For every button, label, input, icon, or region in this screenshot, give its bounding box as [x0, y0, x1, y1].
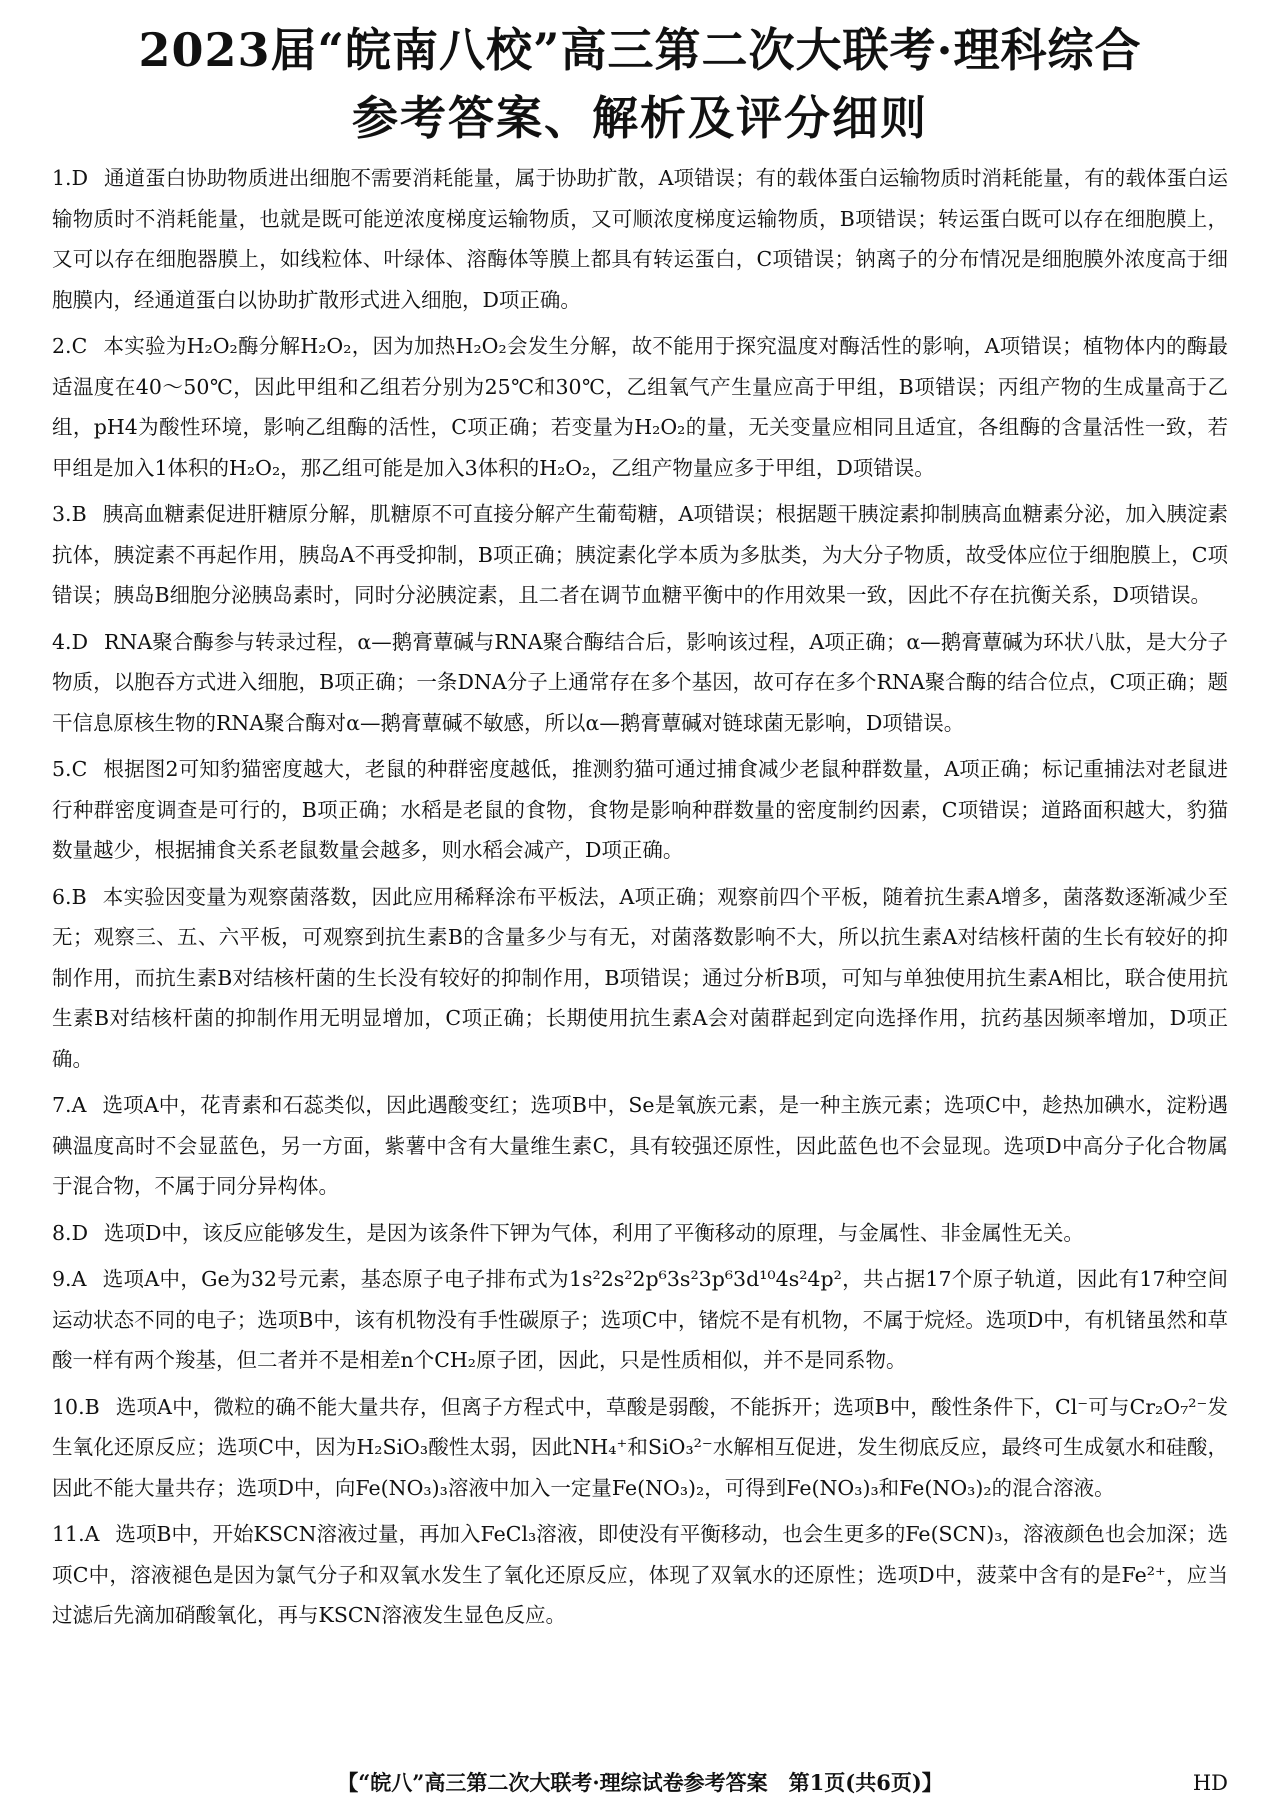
question-number: 9. [52, 1267, 72, 1291]
question-number: 10. [52, 1394, 85, 1419]
answer-explanation: 选项A中，微粒的确不能大量共存，但离子方程式中，草酸是弱酸，不能拆开；选项B中，酸性条件下，Cl⁻可与Cr₂O₇²⁻发生氧化还原反应；选项C中，因为H₂SiO₃酸性太弱，因此NH₄⁺和SiO₃²⁻水解相互促进，发生彻底反应，最终可生成氨水和硅酸，因此不能大量共存；选项D中，向Fe(NO₃)₃溶液中加入一定量Fe(NO₃)₂，可得到Fe(NO₃)₃和Fe(NO₃)₂的混合溶液。 [52, 1394, 1228, 1500]
answer-choice: A [71, 1093, 87, 1117]
answer-choice: B [84, 1394, 100, 1419]
answer-item [52, 494, 1228, 616]
answer-explanation: 选项D中，该反应能够发生，是因为该条件下钾为气体，利用了平衡移动的原理，与金属性、非金属性无关。 [104, 1220, 1084, 1245]
answer-choice: B [71, 884, 87, 909]
answer-choice: C [71, 757, 88, 781]
footer-text: 【“皖八”高三第二次大联考·理综试卷参考答案 第1页(共6页)】 [337, 1770, 943, 1795]
answer-explanation: 选项A中，花青素和石蕊类似，因此遇酸变红；选项B中，Se是氧族元素，是一种主族元素；选项C中，趁热加碘水，淀粉遇碘温度高时不会显蓝色，另一方面，紫薯中含有大量维生素C，具有较强还原性，因此蓝色也不会显现。选项D中高分子化合物属于混合物，不属于同分异构体。 [52, 1093, 1228, 1198]
answer-explanation: 本实验为H₂O₂酶分解H₂O₂，因为加热H₂O₂会发生分解，故不能用于探究温度对酶活性的影响，A项错误；植物体内的酶最适温度在40～50℃，因此甲组和乙组若分别为25℃和30℃，乙组氧气产生量应高于甲组，B项错误；丙组产物的生成量高于乙组，pH4为酸性环境，影响乙组酶的活性，C项正确；若变量为H₂O₂的量，无关变量应相同且适宜，各组酶的含量活性一致，若甲组是加入1体积的H₂O₂，那乙组可能是加入3体积的H₂O₂，乙组产物量应多于甲组，D项错误。 [52, 334, 1228, 480]
answer-choice: B [71, 502, 87, 526]
page-subtitle: 参考答案、解析及评分细则 [352, 91, 928, 145]
answer-item [52, 1514, 1228, 1636]
page-title: 2023届“皖南八校”高三第二次大联考·理科综合 [138, 23, 1142, 77]
answer-choice: A [84, 1522, 100, 1546]
answer-choice: D [71, 166, 88, 190]
question-number: 5. [52, 757, 72, 781]
answer-item [52, 1213, 1228, 1254]
answer-explanation: 选项B中，开始KSCN溶液过量，再加入FeCl₃溶液，即使没有平衡移动，也会生更多的Fe(SCN)₃，溶液颜色也会加深；选项C中，溶液褪色是因为氯气分子和双氧水发生了氧化还原反应，体现了双氧水的还原性；选项D中，菠菜中含有的是Fe²⁺，应当过滤后先滴加硝酸氧化，再与KSCN溶液发生显色反应。 [52, 1522, 1228, 1627]
question-number: 8. [52, 1220, 72, 1245]
answer-item [52, 877, 1228, 1080]
question-number: 7. [52, 1093, 72, 1117]
question-number: 1. [52, 166, 72, 190]
question-number: 11. [52, 1522, 85, 1546]
answer-explanation: 根据图2可知豹猫密度越大，老鼠的种群密度越低，推测豹猫可通过捕食减少老鼠种群数量，A项正确；标记重捕法对老鼠进行种群密度调查是可行的，B项正确；水稻是老鼠的食物，食物是影响种群数量的密度制约因素，C项错误；道路面积越大，豹猫数量越少，根据捕食关系老鼠数量会越多，则水稻会减产，D项正确。 [52, 757, 1228, 862]
answer-item [52, 158, 1228, 320]
answer-choice: A [71, 1267, 87, 1291]
answer-choice: D [71, 629, 88, 654]
answer-item [52, 749, 1228, 871]
question-number: 6. [52, 884, 72, 909]
answer-explanation: 通道蛋白协助物质进出细胞不需要消耗能量，属于协助扩散，A项错误；有的载体蛋白运输物质时消耗能量，有的载体蛋白运输物质时不消耗能量，也就是既可能逆浓度梯度运输物质，又可顺浓度梯度运输物质，B项错误；转运蛋白既可以存在细胞膜上，又可以存在细胞器膜上，如线粒体、叶绿体、溶酶体等膜上都具有转运蛋白，C项错误；钠离子的分布情况是细胞膜外浓度高于细胞膜内，经通道蛋白以协助扩散形式进入细胞，D项正确。 [52, 166, 1228, 312]
answer-item [52, 622, 1228, 744]
answer-item [52, 1259, 1228, 1381]
answer-explanation: 选项A中，Ge为32号元素，基态原子电子排布式为1s²2s²2p⁶3s²3p⁶3d¹⁰4s²4p²，共占据17个原子轨道，因此有17种空间运动状态不同的电子；选项B中，该有机物没有手性碳原子；选项C中，锗烷不是有机物，不属于烷烃。选项D中，有机锗虽然和草酸一样有两个羧基，但二者并不是相差n个CH₂原子团，因此，只是性质相似，并不是同系物。 [52, 1267, 1228, 1372]
answer-choice: C [71, 334, 88, 358]
question-number: 4. [52, 629, 72, 654]
page-footer [52, 1766, 1228, 1800]
question-number: 3. [52, 502, 72, 526]
answer-list [52, 158, 1228, 1636]
answer-item [52, 1085, 1228, 1207]
answer-explanation: 胰高血糖素促进肝糖原分解，肌糖原不可直接分解产生葡萄糖，A项错误；根据题干胰淀素抑制胰高血糖素分泌，加入胰淀素抗体，胰淀素不再起作用，胰岛A不再受抑制，B项正确；胰淀素化学本质为多肽类，为大分子物质，故受体应位于细胞膜上，C项错误；胰岛B细胞分泌胰岛素时，同时分泌胰淀素，且二者在调节血糖平衡中的作用效果一致，因此不存在抗衡关系，D项错误。 [52, 502, 1228, 607]
footer-code: HD [1192, 1771, 1228, 1795]
answer-choice: D [71, 1220, 88, 1245]
question-number: 2. [52, 334, 72, 358]
answer-item [52, 326, 1228, 488]
answer-explanation: RNA聚合酶参与转录过程，α—鹅膏蕈碱与RNA聚合酶结合后，影响该过程，A项正确；α—鹅膏蕈碱为环状八肽，是大分子物质，以胞吞方式进入细胞，B项正确；一条DNA分子上通常存在多个基因，故可存在多个RNA聚合酶的结合位点，C项正确；题干信息原核生物的RNA聚合酶对α—鹅膏蕈碱不敏感，所以α—鹅膏蕈碱对链球菌无影响，D项错误。 [52, 629, 1228, 735]
answer-explanation: 本实验因变量为观察菌落数，因此应用稀释涂布平板法，A项正确；观察前四个平板，随着抗生素A增多，菌落数逐渐减少至无；观察三、五、六平板，可观察到抗生素B的含量多少与有无，对菌落数影响不大，所以抗生素A对结核杆菌的生长有较好的抑制作用，而抗生素B对结核杆菌的生长没有较好的抑制作用，B项错误；通过分析B项，可知与单独使用抗生素A相比，联合使用抗生素B对结核杆菌的抑制作用无明显增加，C项正确；长期使用抗生素A会对菌群起到定向选择作用，抗药基因频率增加，D项正确。 [52, 884, 1228, 1071]
answer-item [52, 1387, 1228, 1509]
